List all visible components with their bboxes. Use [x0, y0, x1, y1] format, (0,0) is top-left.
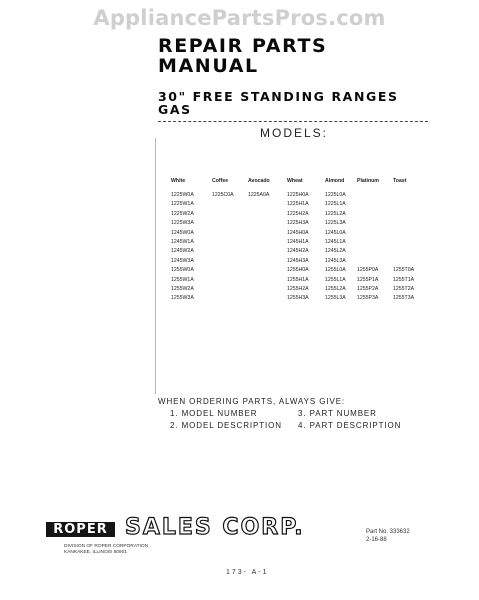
model-number-cell: 1255L3A	[325, 295, 346, 302]
model-number-cell: 1245L3A	[325, 257, 346, 264]
model-number-cell: 1255W0A	[171, 267, 194, 274]
model-number-cell: 1255P3A	[357, 295, 379, 302]
column-header: Almond	[325, 178, 345, 184]
subtitle-line2: GAS	[158, 102, 192, 117]
column-header: Wheat	[287, 178, 303, 184]
model-number-cell: 1255H3A	[287, 295, 309, 302]
model-number-cell: 1255H2A	[287, 286, 309, 292]
model-number-cell: 1255H1A	[287, 276, 309, 283]
model-number-cell: 1225W3A	[171, 220, 194, 227]
model-number-cell: 1245H0A	[287, 229, 309, 236]
model-number-cell: 1245W0A	[171, 229, 194, 236]
table-left-border	[155, 138, 156, 394]
model-number-cell: 1255W3A	[171, 295, 194, 302]
models-heading: MODELS:	[260, 126, 329, 140]
model-number-cell: 1225H1A	[287, 201, 309, 208]
model-number-cell: 1255W2A	[171, 286, 194, 292]
part-number-block	[366, 528, 410, 544]
model-number-cell: 1225H2A	[287, 210, 309, 217]
model-number-cell: 1245H3A	[287, 257, 309, 264]
model-number-cell: 1225L3A	[325, 220, 346, 227]
model-number-cell: 1225C0A	[212, 192, 234, 198]
ordering-heading: WHEN ORDERING PARTS, ALWAYS GIVE:	[158, 397, 346, 406]
model-number-cell: 1225L2A	[325, 210, 346, 217]
model-number-cell: 1255H0A	[287, 267, 309, 274]
model-number-cell: 1245H1A	[287, 239, 309, 245]
sales-corp-logo: SALES CORP.	[125, 515, 305, 540]
model-number-cell: 1245L1A	[325, 239, 346, 245]
ordering-item-2: 2. MODEL DESCRIPTION	[170, 421, 282, 430]
model-number-cell: 1245L0A	[325, 229, 346, 236]
column-header: Avocado	[248, 178, 270, 184]
model-number-cell: 1245W2A	[171, 248, 194, 255]
column-header: Coffee	[212, 178, 229, 184]
model-number-cell: 1225H3A	[287, 220, 309, 227]
model-number-cell: 1245W1A	[171, 239, 194, 245]
manual-title-line1: REPAIR PARTS	[158, 35, 328, 57]
ordering-item-3: 3. PART NUMBER	[298, 409, 377, 418]
model-number-cell: 1245H2A	[287, 248, 309, 255]
model-number-cell: 1225L0A	[325, 192, 346, 198]
model-number-cell: 1255L1A	[325, 276, 346, 283]
model-number-cell: 1225L1A	[325, 201, 346, 208]
footer-code: 173- A-1	[226, 569, 269, 576]
division-text	[64, 544, 148, 556]
ordering-item-1: 1. MODEL NUMBER	[170, 409, 258, 418]
divider-rule	[158, 121, 428, 122]
model-number-cell: 1255P1A	[357, 276, 379, 283]
model-number-cell: 1245L2A	[325, 248, 346, 255]
column-header: White	[171, 178, 186, 184]
column-header: Platinum	[357, 178, 379, 184]
subtitle-line1: 30" FREE STANDING RANGES	[158, 89, 399, 104]
model-number-cell: 1255T2A	[393, 286, 415, 292]
division-line-1: DIVISION OF ROPER CORPORATION	[64, 544, 149, 549]
watermark: AppliancePartsPros.com	[93, 6, 386, 30]
division-line-2: KANKAKEE, ILLINOIS 60901	[64, 550, 127, 555]
model-number-cell: 1255T1A	[393, 276, 415, 283]
model-number-cell: 1225W0A	[171, 192, 194, 198]
model-number-cell: 1255P0A	[357, 267, 379, 274]
model-number-cell: 1255T3A	[393, 295, 415, 302]
manual-title-line2: MANUAL	[158, 55, 259, 77]
model-number-cell: 1255L2A	[325, 286, 346, 292]
model-number-cell: 1225H0A	[287, 192, 309, 198]
model-number-cell: 1255L0A	[325, 267, 346, 274]
model-number-cell: 1255P2A	[357, 286, 379, 292]
ordering-item-4: 4. PART DESCRIPTION	[298, 421, 402, 430]
model-number-cell: 1245W3A	[171, 257, 194, 264]
model-number-cell: 1255W1A	[171, 276, 194, 283]
roper-logo: ROPER	[46, 522, 115, 537]
part-number: Part No. 333632	[366, 529, 410, 535]
column-header: Toast	[393, 178, 407, 184]
model-number-cell: 1225W1A	[171, 201, 194, 208]
model-number-cell: 1255T0A	[393, 267, 415, 274]
model-number-cell: 1225W2A	[171, 210, 194, 217]
print-date: 2-16-88	[366, 537, 387, 543]
model-number-cell: 1225A0A	[248, 192, 270, 198]
